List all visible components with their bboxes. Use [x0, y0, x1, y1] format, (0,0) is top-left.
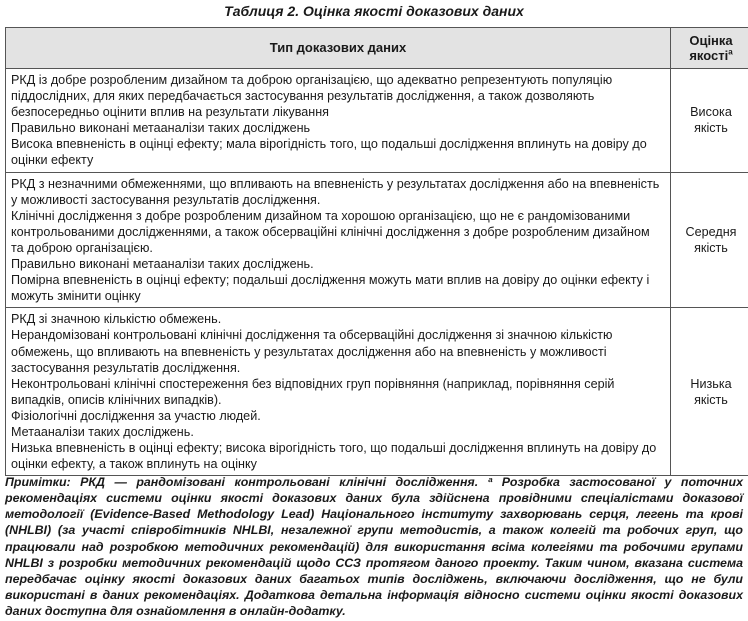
- evidence-description-cell: [6, 69, 671, 173]
- evidence-line: Правильно виконані метааналізи таких досліджень: [11, 121, 311, 136]
- evidence-quality-table: [5, 27, 748, 476]
- evidence-line: РКД з незначними обмеженнями, що впливають на впевненість у результатах дослідження або на впевненість у можливості застосування результатів дослідження.: [11, 176, 660, 207]
- evidence-line: РКД із добре розробленим дизайном та доброю організацією, що адекватно репрезентують популяцію піддослідних, для яких передбачається застосування результатів дослідження, а також дозволяють безпосередньо оцінити вплив на результати лікування: [11, 73, 613, 120]
- evidence-line: Клінічні дослідження з добре розробленим дизайном та хорошою організацією, що не є рандомізованими контрольованими дослідженнями, а також обсерваційні клінічні дослідження з добре розробленим дизайном та доброю організацією.: [11, 208, 650, 255]
- quality-rating-cell: [671, 172, 748, 308]
- evidence-line: Висока впевненість в оцінці ефекту; мала вірогідність того, що подальші дослідження вплинуть на довіру до оцінки ефекту: [11, 137, 647, 168]
- evidence-description-cell: [6, 308, 671, 476]
- rating-line2: якість: [694, 392, 728, 407]
- table-row-medium-quality: [6, 172, 748, 308]
- rating-line2: якість: [694, 240, 728, 255]
- quality-header-line2: якості: [689, 48, 729, 63]
- rating-line2: якість: [694, 121, 728, 136]
- evidence-line: Правильно виконані метааналізи таких досліджень.: [11, 257, 314, 272]
- table-caption: Таблиця 2. Оцінка якості доказових даних: [224, 3, 524, 19]
- rating-line1: Низька: [690, 376, 732, 391]
- column-header-evidence-type: Тип доказових даних: [6, 28, 671, 69]
- rating-line1: Висока: [690, 105, 732, 120]
- table-row-low-quality: [6, 308, 748, 476]
- column-header-quality-rating: [671, 28, 748, 69]
- rating-line1: Середня: [685, 224, 737, 239]
- footnote-marker: а: [728, 47, 733, 57]
- table-header-row: [6, 28, 748, 69]
- evidence-line: Низька впевненість в оцінці ефекту; висока вірогідність того, що подальші дослідження вплинуть на довіру до оцінки ефекту, а також вплинуть на оцінку: [11, 441, 657, 472]
- quality-rating-cell: [671, 308, 748, 476]
- evidence-line: Нерандомізовані контрольовані клінічні дослідження та обсерваційні дослідження зі значною кількістю обмежень, що впливають на впевненість у результатах дослідження або на впевненість у можливості застосування результатів дослідження.: [11, 328, 613, 375]
- evidence-line: Фізіологічні дослідження за участю людей.: [11, 408, 261, 423]
- evidence-line: Неконтрольовані клінічні спостереження без відповідних груп порівняння (наприклад, порівняння серій випадків, описів клінічних випадків).: [11, 376, 615, 407]
- evidence-line: Метааналізи таких досліджень.: [11, 424, 194, 439]
- table-row-high-quality: [6, 69, 748, 173]
- evidence-line: Помірна впевненість в оцінці ефекту; подальші дослідження можуть мати вплив на довіру до оцінки ефекту і можуть змінити оцінку: [11, 273, 650, 304]
- evidence-line: РКД зі значною кількістю обмежень.: [11, 312, 222, 327]
- quality-rating-cell: [671, 69, 748, 173]
- evidence-description-cell: [6, 172, 671, 308]
- table-footnotes: Примітки: РКД — рандомізовані контрольовані клінічні дослідження. ª Розробка застосованої у поточних рекомендаціях системи оцінки якості доказових даних була здійснена провідними спеціалістами доказової методології (Evidence-Based Methodology Lead) Національного інституту захворювань серця, легень та крові (NHLBI) (за участі співробітників NHLBI, незалежної групи методистів, а також колегій та робочих груп, що працювали над розробкою методичних рекомендацій) для використання всіма колегіями та робочими групами NHLBI з розробки методичних рекомендацій щодо ССЗ протягом даного проекту. Таким чином, вказана система передбачає оцінку якості доказових даних багатьох типів досліджень, включаючи дослідження, що не були використані в даних рекомендаціях. Додаткова детальна інформація відносно системи оцінки якості доказових даних доступна для ознайомлення в онлайн-додатку.: [5, 475, 743, 619]
- quality-header-line1: Оцінка: [689, 33, 733, 48]
